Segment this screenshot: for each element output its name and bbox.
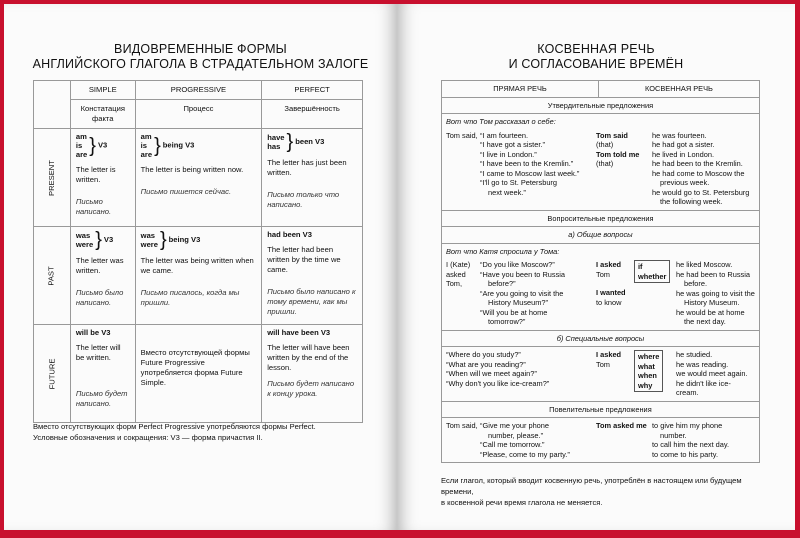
example-sentence: The letter is being written now. <box>140 165 244 174</box>
passive-forms-table <box>33 80 363 423</box>
progressive-note: Вместо отсутствующей формы Future Progressive употребляется форма Future Simple. <box>140 348 250 387</box>
affirm-speaker: Tom said, <box>446 130 478 140</box>
translation: Письмо только что написано. <box>267 190 340 209</box>
affirm-intro: Вот что Том рассказал о себе: <box>446 117 556 126</box>
subcol-fact: Констатация факта <box>70 100 135 129</box>
right-title-line2: И СОГЛАСОВАНИЕ ВРЕМЁН <box>508 57 684 71</box>
subsection-general: а) Общие вопросы <box>442 227 760 244</box>
col-simple: SIMPLE <box>70 81 135 100</box>
translation: Письмо писалось, когда мы пришли. <box>140 288 240 307</box>
indirect-speech-table <box>441 80 760 463</box>
left-footnote <box>33 421 373 443</box>
example-sentence: The letter has just been written. <box>267 158 347 177</box>
right-note-line1: Если глагол, который вводит косвенную речь, употреблён в настоящем или будущем времени, <box>441 476 742 496</box>
affirm-indirect: he was fourteen. he had got a sister. he lived in London. he had been to the Kremlin. he had come to Moscow the previous week. he would go to St. Petersburg the following week. <box>652 130 750 206</box>
tense-future: FUTURE <box>46 358 56 389</box>
section-questions: Вопросительные предложения <box>442 210 760 227</box>
row-past <box>34 227 363 325</box>
example-sentence: The letter will have been written by the end of the lesson. <box>267 343 350 372</box>
question-indirect: he liked Moscow. he had been to Russia before. he was going to visit the History Museum. he would be at home the next day. <box>676 260 755 326</box>
example-sentence: The letter was being written when we came. <box>140 256 254 275</box>
question-conjunction: if whether <box>634 260 676 327</box>
left-title-line2: АНГЛИЙСКОГО ГЛАГОЛА В СТРАДАТЕЛЬНОМ ЗАЛОГЕ <box>32 57 369 71</box>
cell-past-progressive: was were } being V3 The letter was being written when we came. Письмо писалось, когда мы пришли. <box>135 227 262 325</box>
left-stitching <box>14 530 384 532</box>
imperative-reporting: Tom asked me <box>596 421 647 430</box>
cell-present-progressive: am is are } being V3 The letter is being written now. Письмо пишется сейчас. <box>135 129 262 227</box>
special-reporting: I asked Tom <box>596 350 622 369</box>
right-stitching <box>410 530 785 532</box>
special-direct: “Where do you study?” “What are you reading?” “When will we meet again?” “Why don't you like ice-cream?” <box>446 350 550 388</box>
col-progressive: PROGRESSIVE <box>135 81 262 100</box>
subsection-special: б) Специальные вопросы <box>442 330 760 347</box>
row-present <box>34 129 363 227</box>
col-indirect: КОСВЕННАЯ РЕЧЬ <box>599 81 760 98</box>
imperative-indirect: to give him my phone number. to call him the next day. to come to his party. <box>652 421 730 459</box>
translation: Письмо будет написано. <box>75 389 128 408</box>
right-note-line2: в косвенной речи время глагола не меняется. <box>441 498 603 507</box>
example-sentence: The letter had been written by the time we came. <box>267 245 341 274</box>
translation: Письмо написано. <box>75 197 112 216</box>
cell-past-perfect: had been V3 The letter had been written by the time we came. Письмо было написано к тому времени, как мы пришли. <box>262 227 363 325</box>
cell-future-perfect: will have been V3 The letter will have been written by the end of the lesson. Письмо будет написано к концу урока. <box>262 325 363 423</box>
section-imperative: Повелительные предложения <box>442 401 760 418</box>
right-title-line1: КОСВЕННАЯ РЕЧЬ <box>537 42 655 56</box>
imperative-direct: “Give me your phone number, please.” “Call me tomorrow.” “Please, come to my party.” <box>480 421 570 459</box>
col-perfect: PERFECT <box>262 81 363 100</box>
question-direct: “Do you like Moscow?” “Have you been to Russia before?” “Are you going to visit the History Museum?” “Will you be at home tomorrow?” <box>480 260 566 326</box>
question-intro: Вот что Катя спросила у Тома: <box>446 246 560 256</box>
translation: Письмо пишется сейчас. <box>140 187 232 196</box>
cell-past-simple: was were } V3 The letter was written. Письмо было написано. <box>70 227 135 325</box>
imperative-speaker: Tom said, <box>446 421 478 430</box>
cell-present-simple: am is are } V3 The letter is written. Письмо написано. <box>70 129 135 227</box>
question-speaker: I (Kate) asked Tom, <box>446 260 471 288</box>
special-indirect: he studied. he was reading. we would meet again. he didn't like ice- cream. <box>676 350 748 397</box>
cell-future-progressive <box>135 325 262 423</box>
question-reporting: I asked Tom I wanted to know <box>596 260 626 307</box>
cell-future-simple: will be V3 The letter will be written. Письмо будет написано. <box>70 325 135 423</box>
footnote-line1: Вместо отсутствующих форм Perfect Progressive употребляются формы Perfect. <box>33 422 316 431</box>
tense-present: PRESENT <box>46 159 56 196</box>
subcol-process: Процесс <box>135 100 262 129</box>
tense-past: PAST <box>46 265 56 286</box>
left-page-title <box>4 42 397 72</box>
example-sentence: The letter was written. <box>75 256 124 275</box>
left-title-line1: ВИДОВРЕМЕННЫЕ ФОРМЫ <box>114 42 287 56</box>
subcol-completion: Завершённость <box>262 100 363 129</box>
section-affirmative: Утвердительные предложения <box>442 97 760 114</box>
affirm-direct: “I am fourteen. “I have got a sister.” “I live in London.” “I have been to the Kremlin.” “I came to Moscow last week.” “I'll go to St. Petersburg next week.” <box>480 130 580 197</box>
translation: Письмо будет написано к концу урока. <box>267 379 355 398</box>
right-page-title <box>397 42 795 72</box>
footnote-line2: Условные обозначения и сокращения: V3 — форма причастия II. <box>33 433 263 442</box>
row-future <box>34 325 363 423</box>
col-direct: ПРЯМАЯ РЕЧЬ <box>442 81 599 98</box>
example-sentence: The letter is written. <box>75 165 116 184</box>
cell-present-perfect: have has } been V3 The letter has just been written. Письмо только что написано. <box>262 129 363 227</box>
example-sentence: The letter will be written. <box>75 343 121 362</box>
right-footnote <box>441 475 761 508</box>
translation: Письмо было написано к тому времени, как мы пришли. <box>267 287 356 316</box>
special-conjunction: where what when why <box>634 350 676 398</box>
affirm-reporting: Tom said (that) Tom told me (that) <box>596 130 640 168</box>
translation: Письмо было написано. <box>75 288 124 307</box>
